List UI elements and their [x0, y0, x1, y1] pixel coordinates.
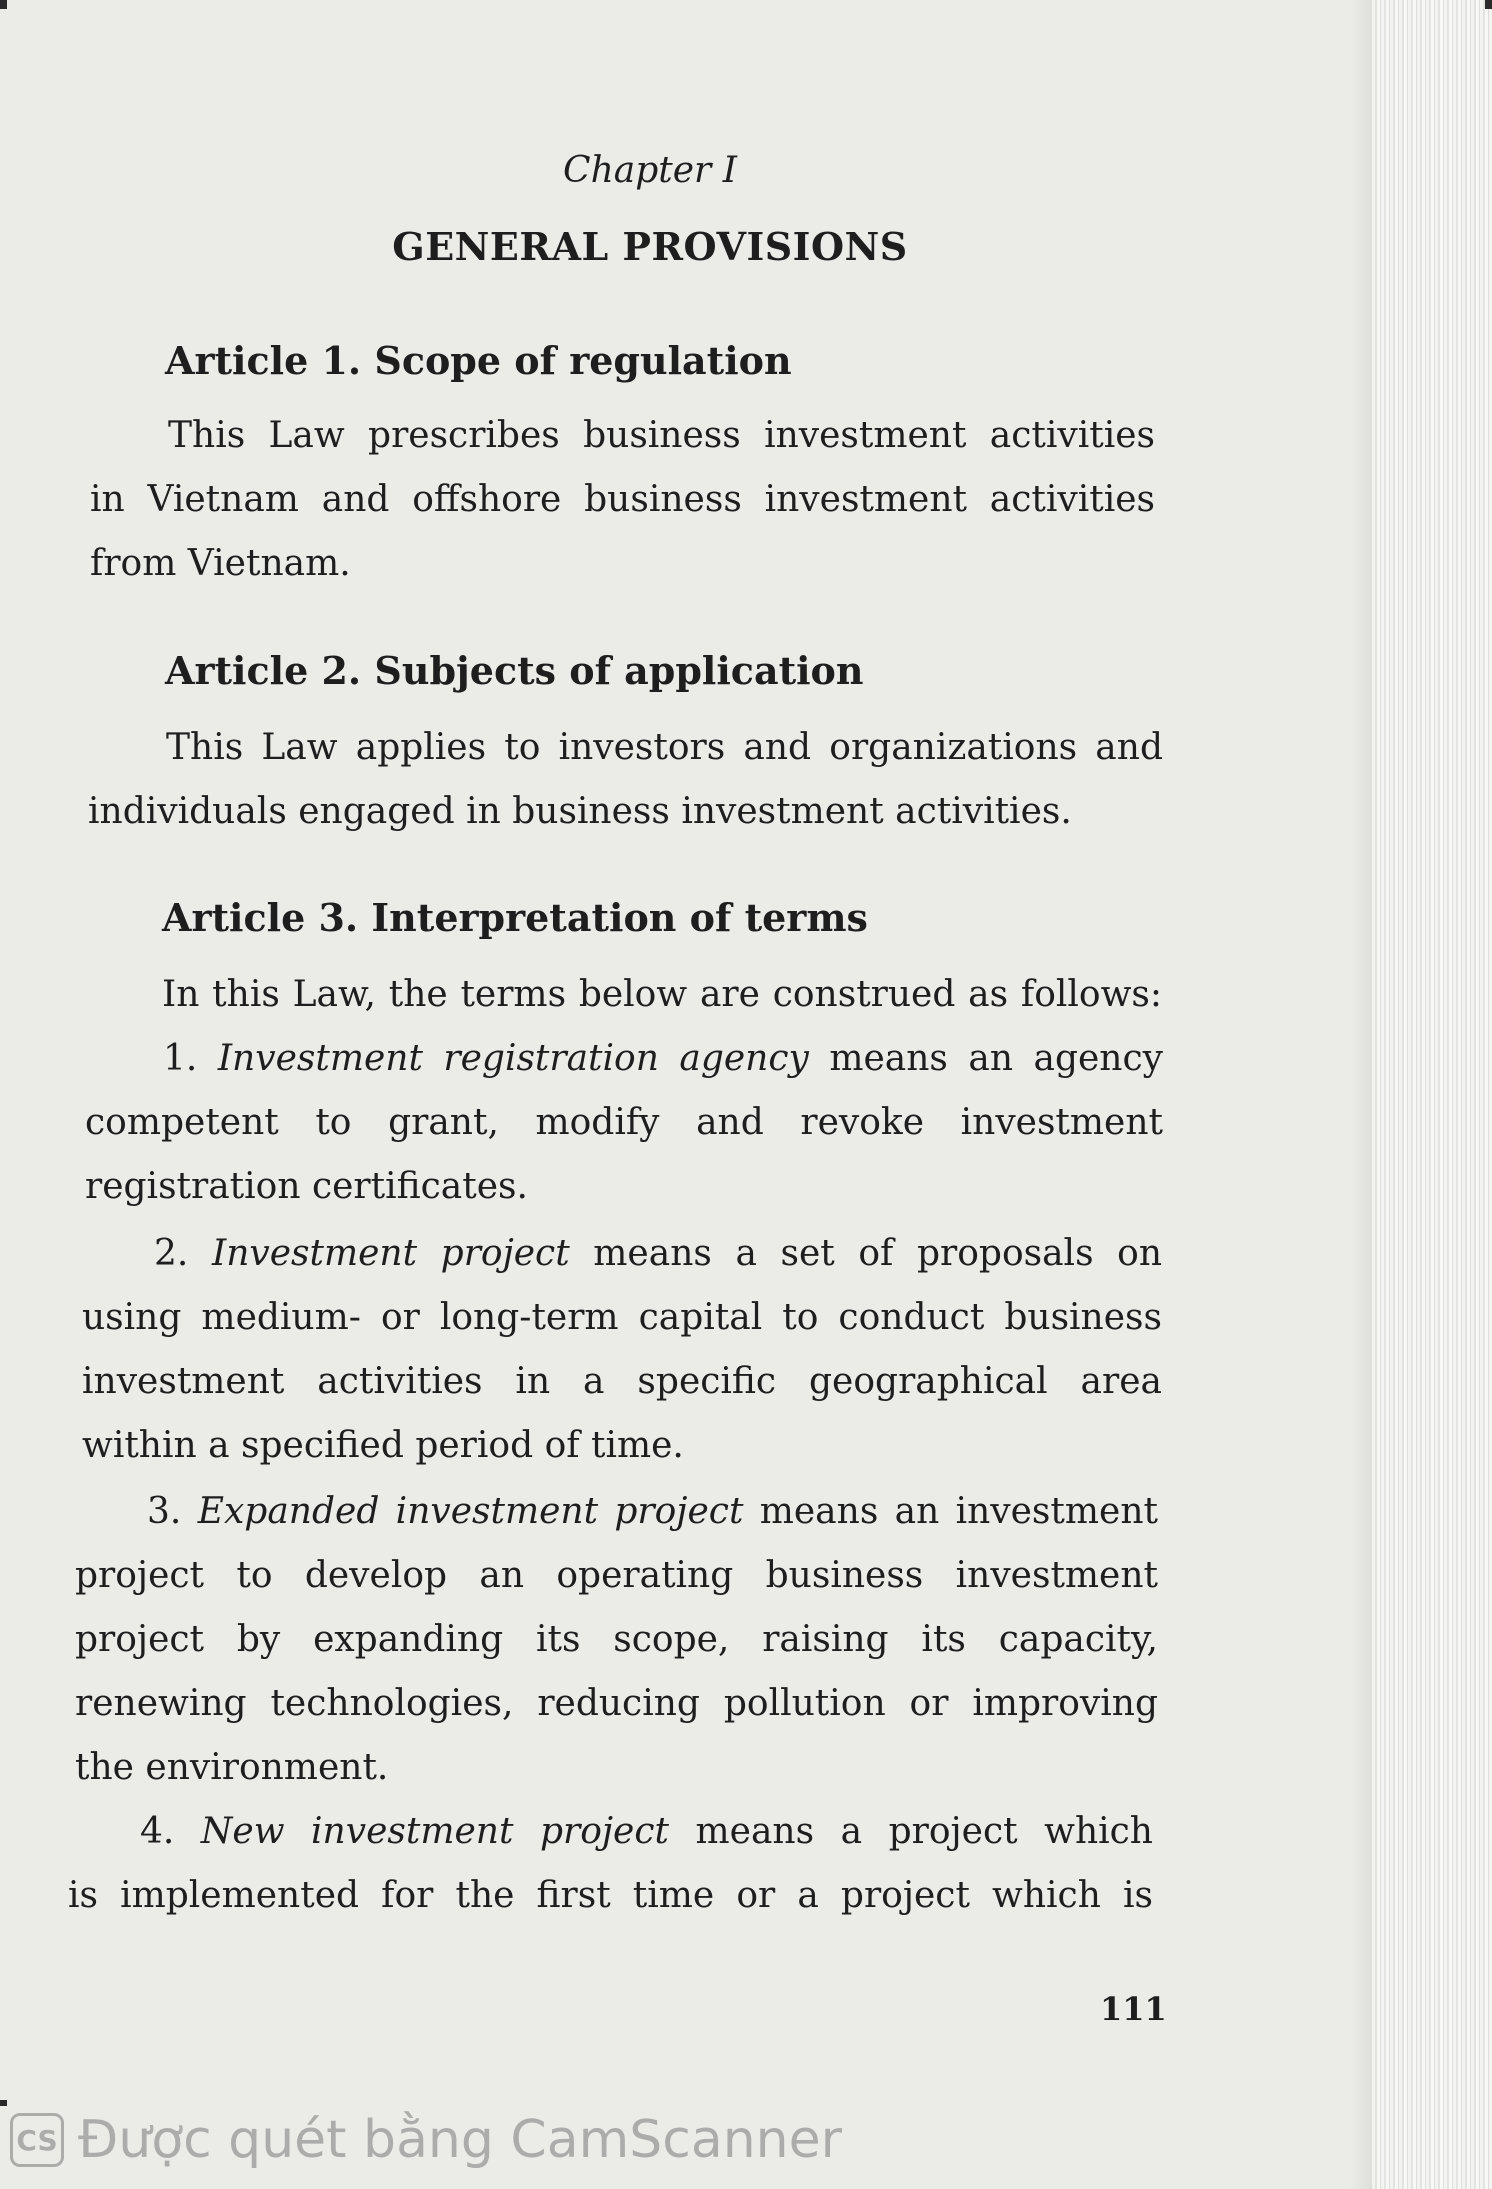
article-2-line: individuals engaged in business investment activities.	[88, 791, 1072, 832]
term-1-line: registration certificates.	[85, 1166, 528, 1207]
term-1-term: Investment registration agency	[217, 1038, 809, 1079]
term-3	[75, 1480, 1158, 1800]
term-3-number: 3.	[147, 1491, 182, 1532]
article-1-line: from Vietnam.	[90, 543, 351, 584]
chapter-title: GENERAL PROVISIONS	[392, 224, 908, 269]
article-3-intro-line: In this Law, the terms below are construed as follows:	[162, 974, 1162, 1015]
term-1-first-line	[85, 1027, 1163, 1091]
term-4-line: is implemented for the first time or a project which is	[68, 1875, 1153, 1916]
article-1-heading: Article 1. Scope of regulation	[165, 338, 792, 383]
scan-corner-mark	[0, 0, 7, 9]
article-2-line: This Law applies to investors and organizations and	[166, 727, 1163, 768]
term-4-number: 4.	[140, 1811, 175, 1852]
scan-corner-mark	[1485, 0, 1492, 9]
term-1	[85, 1027, 1163, 1219]
page-number: 111	[1100, 1990, 1167, 2028]
article-2-body	[88, 716, 1163, 844]
article-1-line: in Vietnam and offshore business investment activities	[90, 479, 1155, 520]
term-1-rest: means an agency	[829, 1038, 1163, 1079]
page-stack-edge	[1372, 0, 1492, 2189]
term-4-rest: means a project which	[695, 1811, 1153, 1852]
term-2-rest: means a set of proposals on	[593, 1233, 1162, 1274]
article-3-heading: Article 3. Interpretation of terms	[162, 895, 868, 940]
term-1-number: 1.	[163, 1038, 198, 1079]
term-3-line: the environment.	[75, 1747, 389, 1788]
term-3-first-line	[75, 1480, 1158, 1544]
term-1-line: competent to grant, modify and revoke investment	[85, 1102, 1163, 1143]
term-3-line: project by expanding its scope, raising its capacity,	[75, 1619, 1158, 1660]
term-2-first-line	[82, 1222, 1162, 1286]
chapter-label: Chapter I	[563, 150, 737, 191]
watermark-text: Được quét bằng CamScanner	[78, 2110, 843, 2170]
term-2-number: 2.	[154, 1233, 189, 1274]
camscanner-logo-icon: CS	[10, 2113, 64, 2167]
term-3-line: renewing technologies, reducing pollution or improving	[75, 1683, 1158, 1724]
term-2-line: investment activities in a specific geographical area	[82, 1361, 1162, 1402]
term-4	[68, 1800, 1153, 1928]
term-3-rest: means an investment	[759, 1491, 1158, 1532]
term-3-term: Expanded investment project	[197, 1491, 744, 1532]
term-3-line: project to develop an operating business investment	[75, 1555, 1158, 1596]
term-2-line: within a specified period of time.	[82, 1425, 684, 1466]
term-2	[82, 1222, 1162, 1478]
camscanner-watermark	[0, 2105, 842, 2175]
article-1-line: This Law prescribes business investment activities	[168, 415, 1155, 456]
term-4-first-line	[68, 1800, 1153, 1864]
term-2-line: using medium- or long-term capital to conduct business	[82, 1297, 1162, 1338]
article-3-intro	[162, 963, 1162, 1027]
article-1-body	[90, 404, 1155, 596]
article-2-heading: Article 2. Subjects of application	[165, 648, 864, 693]
term-2-term: Investment project	[211, 1233, 570, 1274]
term-4-term: New investment project	[200, 1811, 669, 1852]
